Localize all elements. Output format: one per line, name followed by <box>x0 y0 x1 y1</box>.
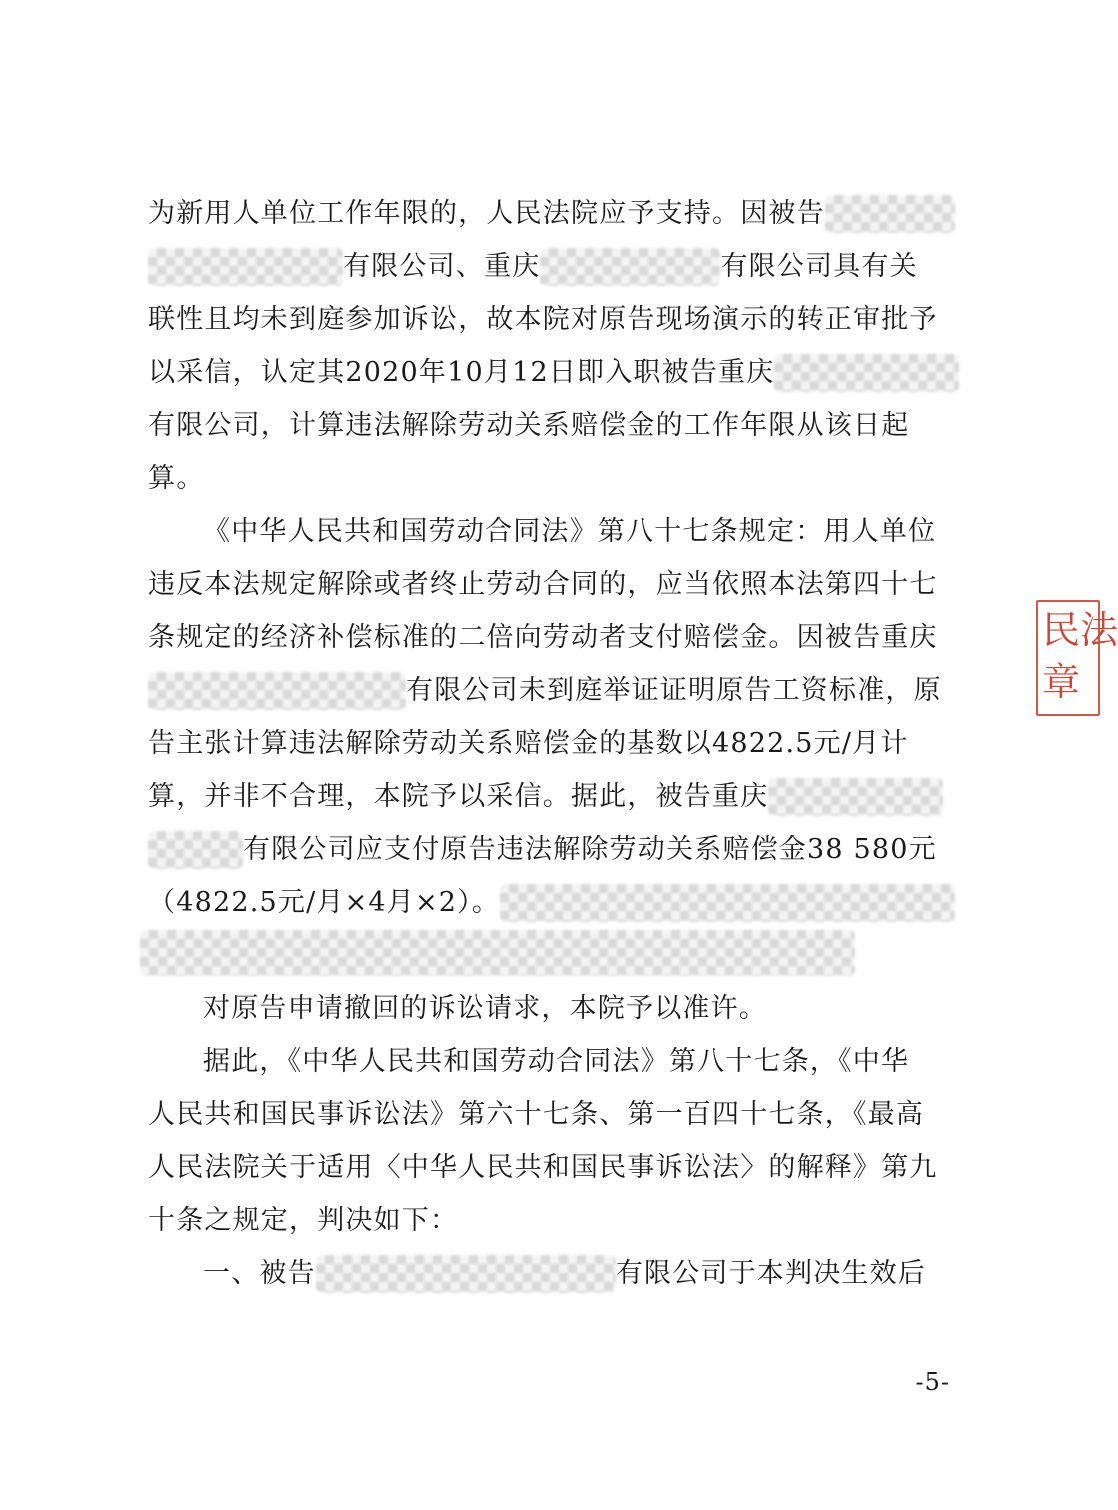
redaction-mosaic <box>316 1255 616 1293</box>
seal-text-top: 民法 <box>1042 608 1118 652</box>
text-line: 违反本法规定解除或者终止劳动合同的，应当依照本法第四十七 <box>148 569 938 600</box>
text-line: 条规定的经济补偿标准的二倍向劳动者支付赔偿金。因被告重庆 <box>148 622 938 653</box>
redaction-mosaic <box>140 930 855 976</box>
text-segment: 算，并非不合理，本院予以采信。据此，被告重庆 <box>148 781 769 812</box>
text-line: 人民法院关于适用〈中华人民共和国民事诉讼法〉的解释》第九 <box>148 1152 938 1183</box>
page-number: -5- <box>915 1368 950 1396</box>
text-line: 《中华人民共和国劳动合同法》第八十七条规定：用人单位 <box>203 516 937 547</box>
text-segment: （4822.5元/月×4月×2）。 <box>148 887 501 918</box>
text-segment: 有限公司未到庭举证证明原告工资标准，原 <box>406 675 942 706</box>
redaction-mosaic <box>148 831 243 869</box>
text-segment: 有限公司、重庆 <box>343 251 541 282</box>
text-segment: 有限公司具有关 <box>720 251 918 282</box>
redaction-mosaic <box>540 248 720 286</box>
text-segment: 有限公司应支付原告违法解除劳动关系赔偿金38 580元 <box>243 834 937 865</box>
text-line <box>148 775 948 819</box>
text-line <box>148 351 948 395</box>
text-line: 有限公司，计算违法解除劳动关系赔偿金的工作年限从该日起 <box>148 410 910 441</box>
text-line <box>148 669 948 713</box>
redaction-mosaic <box>148 672 406 710</box>
redaction-mosaic <box>768 778 943 816</box>
text-line: 人民共和国民事诉讼法》第六十七条、第一百四十七条，《最高 <box>148 1099 925 1130</box>
redaction-mosaic <box>500 884 955 922</box>
redaction-mosaic <box>774 354 959 392</box>
redaction-mosaic <box>148 248 343 286</box>
text-segment: 为新用人单位工作年限的，人民法院应予支持。因被告 <box>148 198 825 229</box>
text-line: 十条之规定，判决如下： <box>148 1205 459 1236</box>
text-line: 据此，《中华人民共和国劳动合同法》第八十七条，《中华 <box>203 1046 910 1077</box>
text-line <box>148 881 948 925</box>
text-segment: 一、被告 <box>203 1258 316 1289</box>
text-line: 对原告申请撤回的诉讼请求，本院予以准许。 <box>203 993 767 1024</box>
text-line <box>203 1252 948 1296</box>
text-segment: 有限公司于本判决生效后 <box>615 1258 927 1289</box>
text-line <box>148 192 948 236</box>
court-seal <box>1036 600 1118 718</box>
redaction-mosaic <box>825 195 955 233</box>
text-line: 联性且均未到庭参加诉讼，故本院对原告现场演示的转正审批予 <box>148 304 938 335</box>
text-segment: 以采信，认定其2020年10月12日即入职被告重庆 <box>148 357 775 388</box>
text-line: 算。 <box>148 463 205 494</box>
text-line: 告主张计算违法解除劳动关系赔偿金的基数以4822.5元/月计 <box>148 728 909 759</box>
text-line <box>148 828 948 872</box>
seal-text-bottom: 章 <box>1042 660 1081 704</box>
text-line <box>148 245 948 289</box>
